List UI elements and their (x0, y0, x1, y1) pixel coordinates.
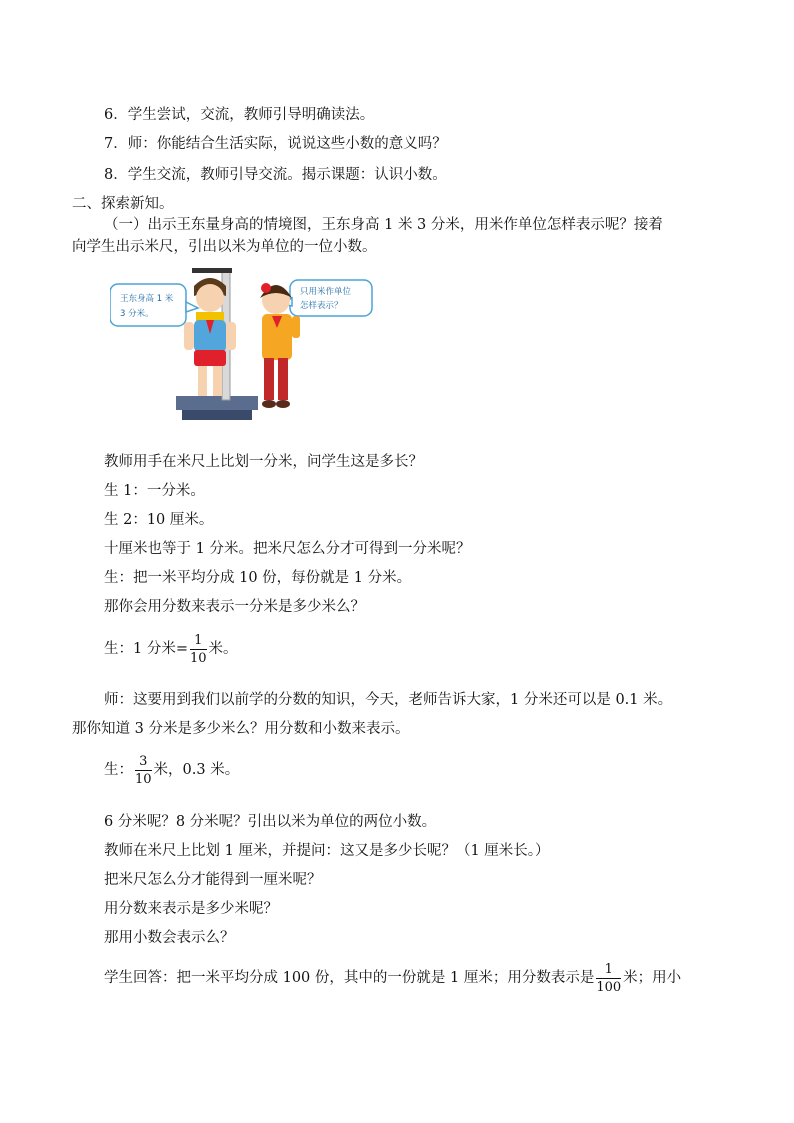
fraction (135, 755, 152, 786)
dialogue-line: 生 2：10 厘米。 (104, 512, 214, 528)
step-7: 7．师：你能结合生活实际，说说这些小数的意义吗？ (104, 136, 447, 152)
paragraph-line: 把米尺怎么分才能得到一厘米呢？ (104, 872, 322, 888)
text-fragment: 米。 (208, 641, 238, 657)
dialogue-line: 生：把一米平均分成 10 份，每份就是 1 分米。 (104, 570, 412, 586)
speech-bubble-right (282, 280, 372, 316)
paragraph-line: 教师用手在米尺上比划一分米，问学生这是多长？ (104, 454, 423, 470)
svg-text:3 分米。: 3 分米。 (120, 309, 154, 319)
fraction-numerator: 3 (135, 755, 152, 771)
text-fragment: 米，0.3 米。 (153, 762, 240, 778)
paragraph-line: 师：这要用到我们以前学的分数的知识，今天，老师告诉大家，1 分米还可以是 0.1 米。 (104, 692, 673, 708)
fraction (596, 963, 621, 994)
step-8: 8．学生交流，教师引导交流。揭示课题：认识小数。 (104, 167, 447, 183)
text-fragment: 米；用小 (623, 970, 682, 986)
section-heading: 二、探索新知。 (72, 196, 174, 212)
fraction-numerator: 1 (596, 963, 621, 979)
paragraph-line: （一）出示王东量身高的情境图，王东身高 1 米 3 分米，用米作单位怎样表示呢？接着 (104, 217, 663, 233)
svg-text:怎样表示？: 怎样表示？ (300, 301, 343, 311)
fraction (190, 634, 207, 665)
dialogue-line-fraction (104, 632, 238, 666)
fraction-denominator: 10 (135, 771, 152, 787)
fraction-denominator: 100 (596, 979, 622, 995)
dialogue-line: 生 1：一分米。 (104, 483, 205, 499)
speech-bubble-left (110, 284, 198, 326)
svg-text:王东身高 1 米: 王东身高 1 米 (120, 294, 174, 304)
fraction-denominator: 10 (189, 650, 207, 666)
paragraph-line: 那你知道 3 分米是多少米么？用分数和小数来表示。 (72, 721, 410, 737)
paragraph-line: 那你会用分数来表示一分米是多少米么？ (104, 599, 365, 615)
paragraph-line: 用分数来表示是多少米呢？ (104, 901, 278, 917)
paragraph-line: 向学生出示米尺，引出以米为单位的一位小数。 (72, 239, 377, 255)
paragraph-line-fraction (104, 961, 681, 995)
fraction-numerator: 1 (190, 634, 207, 650)
text-fragment: 生： (104, 762, 133, 778)
svg-text:只用米作单位: 只用米作单位 (300, 287, 352, 297)
dialogue-line-fraction (104, 753, 239, 787)
measuring-height-illustration (110, 258, 376, 422)
text-fragment: 学生回答：把一米平均分成 100 份，其中的一份就是 1 厘米；用分数表示是 (104, 970, 595, 986)
step-6: 6．学生尝试，交流，教师引导明确读法。 (104, 107, 375, 123)
paragraph-line: 6 分米呢？8 分米呢？引出以米为单位的两位小数。 (104, 814, 437, 830)
paragraph-line: 十厘米也等于 1 分米。把米尺怎么分才可得到一分米呢？ (104, 541, 471, 557)
paragraph-line: 那用小数会表示么？ (104, 930, 235, 946)
text-fragment: 生：1 分米= (104, 641, 188, 657)
paragraph-line: 教师在米尺上比划 1 厘米，并提问：这又是多少长呢？（1 厘米长。） (104, 843, 550, 859)
